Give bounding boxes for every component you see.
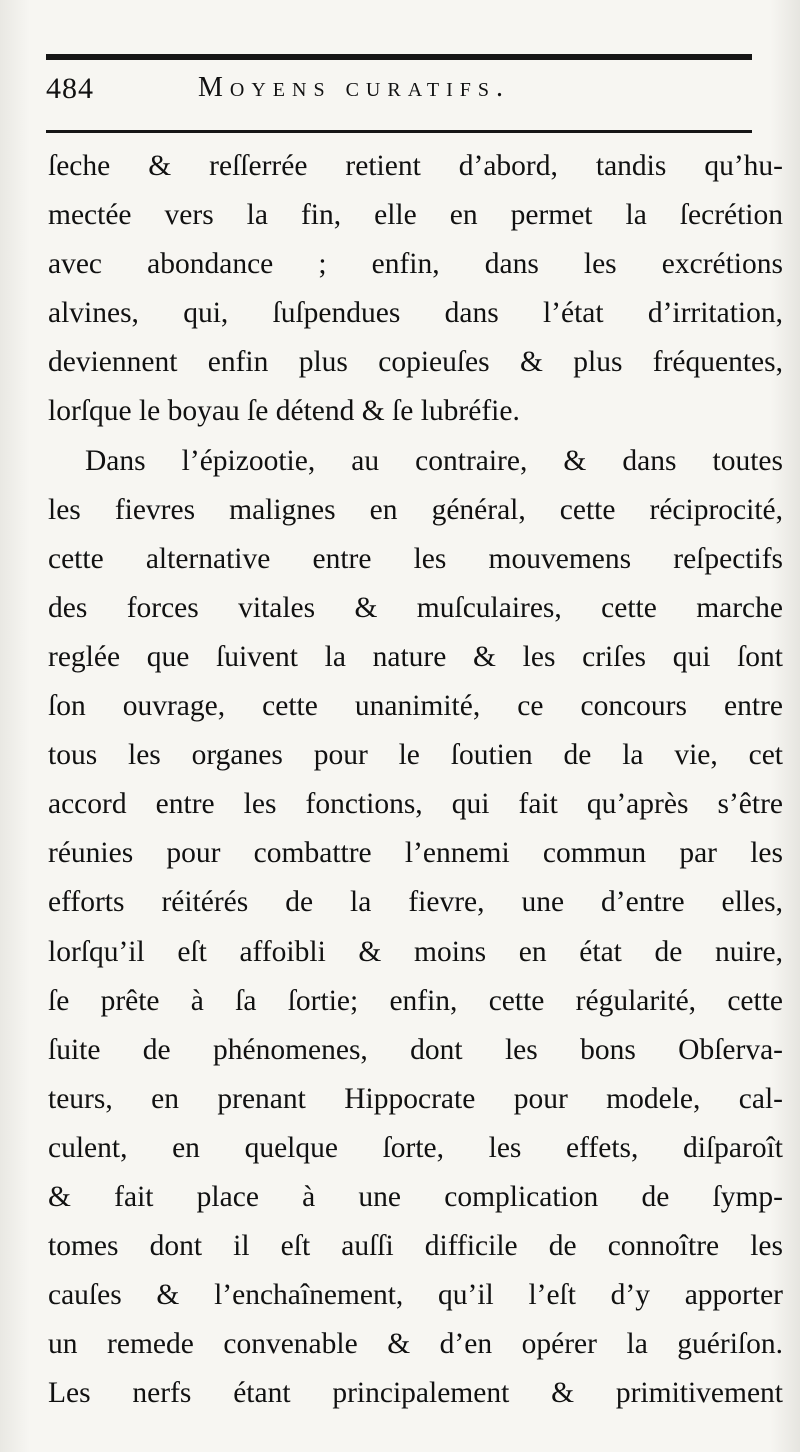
header-rule-top (46, 54, 752, 60)
paragraph-start-line: Dans l’épizootie, au contraire, & dans toutes (85, 444, 783, 477)
text-line: des forces vitales & muſculaires, cette marche (48, 591, 783, 624)
text-line: cette alternative entre les mouvemens reſpectifs (48, 542, 783, 575)
text-line: & fait place à une complication de ſymp- (48, 1180, 783, 1213)
text-line: ſeche & reſſerrée retient d’abord, tandis qu’hu- (48, 150, 783, 182)
text-line: tomes dont il eſt auſſi difficile de connoître les (48, 1230, 783, 1263)
text-line: ſuite de phénomenes, dont les bons Obſerva- (48, 1033, 783, 1066)
text-line: les fievres malignes en général, cette réciprocité, (48, 493, 783, 526)
text-line: un remede convenable & d’en opérer la guériſon. (48, 1328, 783, 1361)
text-line: ſon ouvrage, cette unanimité, ce concours entre (48, 690, 783, 723)
text-line: avec abondance ; enfin, dans les excrétions (48, 248, 783, 281)
text-line: cauſes & l’enchaînement, qu’il l’eſt d’y apporter (48, 1279, 783, 1312)
text-line: Les nerfs étant principalement & primitivement (48, 1377, 783, 1410)
text-line: accord entre les fonctions, qui fait qu’après s’être (48, 788, 783, 821)
text-line: deviennent enfin plus copieuſes & plus fréquentes, (48, 346, 783, 379)
page-header (46, 72, 752, 122)
text-line: efforts réitérés de la fievre, une d’entre elles, (48, 886, 783, 919)
text-line: tous les organes pour le ſoutien de la vie, cet (48, 739, 783, 772)
text-line: lorſque le boyau ſe détend & ſe lubréfie. (48, 395, 520, 428)
text-line: lorſqu’il eſt affoibli & moins en état de nuire, (48, 935, 783, 968)
body-text (48, 142, 783, 1418)
text-line: culent, en quelque ſorte, les effets, diſparoît (48, 1131, 783, 1164)
text-line: alvines, qui, ſuſpendues dans l’état d’irritation, (48, 297, 783, 330)
text-line: réunies pour combattre l’ennemi commun par les (48, 837, 783, 870)
text-line: reglée que ſuivent la nature & les criſes qui ſont (48, 640, 783, 673)
text-line: mectée vers la fin, elle en permet la ſecrétion (48, 199, 783, 232)
text-line: ſe prête à ſa ſortie; enfin, cette régularité, cette (48, 984, 783, 1017)
page-number: 484 (46, 72, 94, 105)
header-rule-bottom (46, 130, 752, 133)
running-head: Moyens curatifs. (198, 72, 511, 103)
text-line: teurs, en prenant Hippocrate pour modele, cal- (48, 1082, 783, 1115)
